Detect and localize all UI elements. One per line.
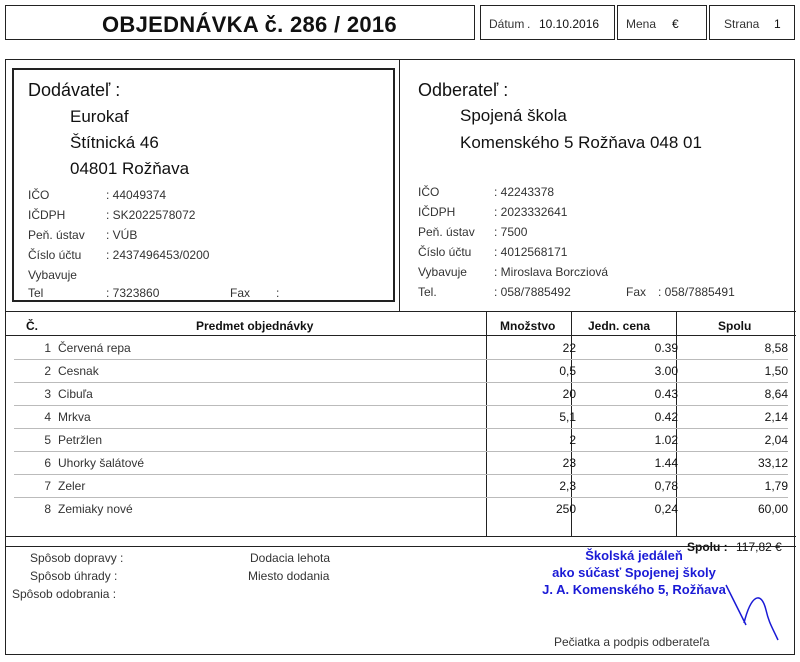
- row-item: Červená repa: [58, 341, 131, 355]
- row-price: 0.43: [654, 387, 678, 401]
- customer-handler: Miroslava Borcziová: [500, 265, 609, 279]
- row-qty: 250: [555, 502, 576, 516]
- stamp-line: Školská jedáleň: [585, 548, 683, 563]
- order-header: [5, 5, 795, 40]
- customer-address: Komenského 5 Rožňava 048 01: [460, 133, 702, 152]
- date-label: Dátum: [489, 17, 525, 31]
- row-item: Petržlen: [58, 433, 103, 447]
- page-label: Strana: [724, 17, 760, 31]
- row-qty: 2,3: [559, 479, 576, 493]
- row-number: 1: [44, 341, 51, 355]
- row-price: 3.00: [654, 364, 678, 378]
- customer-section: Odberateľ : Spojená škola Komenského 5 Rožňava 048 01 IČO : 42243378 IČDPH : 2023332641 Peň. ústav : 7500 Číslo účtu : 4012568171 Vybavuje : Miroslava Borcziová Tel. : 058/7885492 Fax : 058/7885491: [399, 60, 795, 311]
- order-title: OBJEDNÁVKA č. 286 / 2016: [102, 12, 397, 37]
- row-price: 1.44: [654, 456, 678, 470]
- order-footer: [6, 546, 796, 656]
- row-item: Zeler: [58, 479, 86, 493]
- delivery-place-label: Miesto dodania: [248, 569, 330, 583]
- col-header-total: Spolu: [718, 319, 752, 333]
- supplier-name: Eurokaf: [70, 107, 129, 126]
- customer-icdph: 2023332641: [500, 205, 568, 219]
- row-item: Zemiaky nové: [58, 502, 133, 516]
- row-price: 0.42: [654, 410, 678, 424]
- supplier-ico: 44049374: [112, 188, 167, 202]
- customer-icdph-label: IČDPH: [418, 205, 456, 219]
- customer-ico-label: IČO: [418, 185, 440, 199]
- row-number: 4: [44, 410, 51, 424]
- customer-tel: 058/7885492: [500, 285, 571, 299]
- table-row: [6, 360, 796, 383]
- row-number: 7: [44, 479, 51, 493]
- customer-tel-label: Tel.: [418, 285, 437, 299]
- supplier-ico-label: IČO: [28, 188, 50, 202]
- row-price: 0,78: [654, 479, 678, 493]
- row-price: 0.39: [654, 341, 678, 355]
- col-header-item: Predmet objednávky: [196, 319, 314, 333]
- row-price: 1.02: [654, 433, 678, 447]
- customer-handler-label: Vybavuje: [418, 265, 467, 279]
- row-total: 2,14: [764, 410, 788, 424]
- currency-label: Mena: [626, 17, 657, 31]
- row-qty: 20: [562, 387, 576, 401]
- customer-bank: 7500: [500, 225, 528, 239]
- supplier-city: 04801 Rožňava: [70, 159, 190, 178]
- row-number: 3: [44, 387, 51, 401]
- date-value: 10.10.2016: [539, 17, 600, 31]
- order-form: [5, 59, 795, 655]
- pickup-label: Spôsob odobrania :: [12, 587, 117, 601]
- row-item: Uhorky šalátové: [58, 456, 145, 470]
- supplier-icdph: SK2022578072: [112, 208, 196, 222]
- transport-label: Spôsob dopravy :: [30, 551, 124, 565]
- customer-ico: 42243378: [500, 185, 555, 199]
- row-number: 6: [44, 456, 51, 470]
- stamp-line: ako súčasť Spojenej školy: [552, 565, 716, 580]
- supplier-street: Štítnická 46: [70, 133, 159, 152]
- supplier-section: Dodávateľ : Eurokaf Štítnická 46 04801 Rožňava IČO : 44049374 IČDPH : SK2022578072 Peň. ústav : VÚB Číslo účtu : 2437496453/0200 Vybavuje Tel : 7323860 Fax :: [12, 68, 395, 302]
- col-header-price: Jedn. cena: [588, 319, 651, 333]
- page-box: [709, 5, 795, 40]
- row-qty: 5,1: [559, 410, 576, 424]
- row-total: 1,79: [764, 479, 788, 493]
- col-header-qty: Množstvo: [500, 319, 556, 333]
- delivery-time-label: Dodacia lehota: [250, 551, 331, 565]
- total-value: 117,82 €: [736, 540, 782, 554]
- table-row: [6, 475, 796, 498]
- total-label: Spolu :: [687, 540, 728, 554]
- row-total: 33,12: [757, 456, 788, 470]
- currency-value: €: [672, 17, 679, 31]
- supplier-bank: VÚB: [112, 228, 138, 242]
- row-qty: 2: [569, 433, 576, 447]
- supplier-bank-label: Peň. ústav: [28, 228, 85, 242]
- supplier-fax-label: Fax: [230, 286, 251, 300]
- row-total: 1,50: [764, 364, 788, 378]
- row-number: 2: [44, 364, 51, 378]
- supplier-tel-label: Tel: [28, 286, 44, 300]
- signature-label: Pečiatka a podpis odberateľa: [554, 635, 710, 649]
- customer-name: Spojená škola: [460, 106, 567, 125]
- customer-fax: 058/7885491: [664, 285, 735, 299]
- row-number: 8: [44, 502, 51, 516]
- supplier-heading: Dodávateľ :: [28, 80, 121, 100]
- row-item: Cibuľa: [58, 387, 93, 401]
- table-row: [6, 498, 796, 521]
- table-row: [6, 383, 796, 406]
- row-total: 2,04: [764, 433, 788, 447]
- currency-box: [617, 5, 707, 40]
- row-qty: 22: [562, 341, 576, 355]
- table-row: [6, 452, 796, 475]
- customer-heading: Odberateľ :: [418, 80, 509, 100]
- supplier-handler-label: Vybavuje: [28, 268, 77, 282]
- row-item: Mrkva: [58, 410, 91, 424]
- signature-icon: [706, 565, 786, 645]
- row-qty: 0,5: [559, 364, 576, 378]
- supplier-tel: 7323860: [112, 286, 160, 300]
- supplier-account-label: Číslo účtu: [28, 248, 82, 262]
- row-total: 60,00: [757, 502, 788, 516]
- table-row: [6, 337, 796, 360]
- page-number: 1: [774, 17, 781, 31]
- row-qty: 23: [562, 456, 576, 470]
- row-item: Cesnak: [58, 364, 99, 378]
- table-row: [6, 406, 796, 429]
- customer-bank-label: Peň. ústav: [418, 225, 475, 239]
- stamp-line: J. A. Komenského 5, Rožňava: [542, 582, 726, 597]
- customer-account-label: Číslo účtu: [418, 245, 472, 259]
- row-price: 0,24: [654, 502, 678, 516]
- payment-label: Spôsob úhrady :: [30, 569, 118, 583]
- supplier-icdph-label: IČDPH: [28, 208, 66, 222]
- col-header-num: Č.: [26, 319, 38, 333]
- title-box: [5, 5, 475, 40]
- row-total: 8,64: [764, 387, 788, 401]
- customer-account: 4012568171: [500, 245, 568, 259]
- customer-fax-label: Fax: [626, 285, 647, 299]
- row-total: 8,58: [764, 341, 788, 355]
- date-box: Dátum . 10.10.2016: [480, 5, 615, 40]
- header-divider: [6, 335, 796, 336]
- items-table: [6, 311, 796, 536]
- row-number: 5: [44, 433, 51, 447]
- supplier-account: 2437496453/0200: [112, 248, 210, 262]
- table-row: [6, 429, 796, 452]
